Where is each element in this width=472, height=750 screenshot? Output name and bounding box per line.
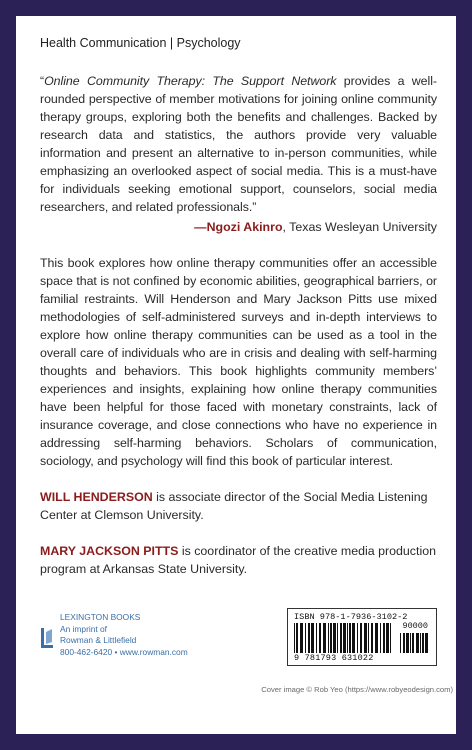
author-bio-text: is associate director of the Social Media Listening Center at Clemson University. (40, 490, 428, 522)
barcode-bar (364, 623, 367, 653)
barcode-bar (330, 623, 332, 653)
publisher-block (40, 612, 188, 658)
endorser-name: Ngozi Akinro (206, 220, 283, 234)
barcode-bar (333, 623, 336, 653)
endorser-dash: — (194, 220, 207, 234)
publisher-contact: 800-462-6420 • www.rowman.com (60, 646, 188, 657)
barcode-bar (357, 623, 358, 653)
subject-categories: Health Communication | Psychology (40, 36, 241, 50)
barcode-bar (422, 633, 424, 653)
barcode (287, 608, 437, 666)
barcode-bar (352, 623, 355, 653)
barcode-bar (410, 633, 411, 653)
barcode-bar (380, 623, 381, 653)
endorser-affiliation: , Texas Wesleyan University (282, 220, 437, 234)
publisher-logo-icon (40, 628, 54, 650)
publisher-text (60, 612, 188, 658)
isbn-label: ISBN 978-1-7936-3102-2 (294, 612, 408, 622)
cover-footer (40, 608, 437, 678)
barcode-bar (383, 623, 385, 653)
quote-text: provides a well-rounded perspective of member motivations for joining online community therapy groups, exploring both the benefits and challenges. Backed by research data and statistics, the authors provide very valuable information and present an alternative to in-person communities, while emphasizing an overlooked aspect of social media. This is a must-have for individuals seeking emotional support, counselors, social media researchers, and related professionals.” (40, 74, 437, 214)
barcode-addon-digits: 90000 (402, 621, 428, 631)
author-bio (40, 488, 437, 524)
barcode-bar (343, 623, 346, 653)
barcode-addon-bars (400, 633, 430, 657)
barcode-bar (403, 633, 405, 653)
barcode-bar (406, 633, 409, 653)
barcode-bar (323, 623, 326, 653)
publisher-name: LEXINGTON BOOKS (60, 612, 141, 622)
barcode-bar (319, 623, 321, 653)
book-description: This book explores how online therapy communities offer an accessible space that is not confined by economic abilities, geographical barriers, or familial restraints. Will Henderson and Mary Jackson Pitts use mixed methodologies of self-administered surveys and in-depth interviews to explore how online therapy communities can be used as a tool in the overall care of individuals who are in crisis and dealing with self-harming thoughts and behaviors. This book highlights community members’ experiences and insights, explaining how online therapy communities have been helpful for those faced with monetary constraints, lack of insurance coverage, and close connections who have no experience in addressing self-harming behaviors. Scholars of communication, sociology, and psychology will find this book of particular interest. (40, 256, 437, 468)
barcode-digits: 9 781793 631022 (294, 653, 374, 663)
barcode-bar (308, 623, 310, 653)
barcode-bar (368, 623, 369, 653)
barcode-bar (311, 623, 314, 653)
barcode-bar (337, 623, 338, 653)
barcode-bar (375, 623, 378, 653)
barcode-bar (305, 623, 306, 653)
publisher-imprint-line: An imprint of (60, 623, 108, 634)
barcode-bar (328, 623, 329, 653)
barcode-bar (425, 633, 428, 653)
barcode-bar (316, 623, 317, 653)
barcode-bars (294, 623, 394, 653)
barcode-bar (416, 633, 419, 653)
barcode-bar (400, 633, 401, 653)
quote-open: “ (40, 74, 45, 88)
cover-image-credit: Cover image © Rob Yeo (https://www.robyeodesign.com) (261, 685, 453, 694)
author-bio-text: is coordinator of the creative media production program at Arkansas State University. (40, 544, 436, 576)
author-name: MARY JACKSON PITTS (40, 544, 179, 558)
publisher-parent: Rowman & Littlefield (60, 635, 137, 645)
barcode-bar (294, 623, 295, 653)
author-name: WILL HENDERSON (40, 490, 153, 504)
barcode-bar (371, 623, 373, 653)
book-title: Online Community Therapy: The Support Network (44, 74, 337, 88)
endorsement-quote (40, 72, 437, 216)
barcode-bar (296, 623, 298, 653)
author-bio (40, 542, 437, 578)
barcode-bar (386, 623, 389, 653)
barcode-bar (347, 623, 348, 653)
barcode-bar (360, 623, 362, 653)
endorsement-attribution (40, 220, 437, 234)
barcode-bar (340, 623, 342, 653)
barcode-bar (412, 633, 414, 653)
barcode-bar (420, 633, 421, 653)
barcode-bar (349, 623, 351, 653)
barcode-bar (300, 623, 303, 653)
barcode-bar (390, 623, 391, 653)
